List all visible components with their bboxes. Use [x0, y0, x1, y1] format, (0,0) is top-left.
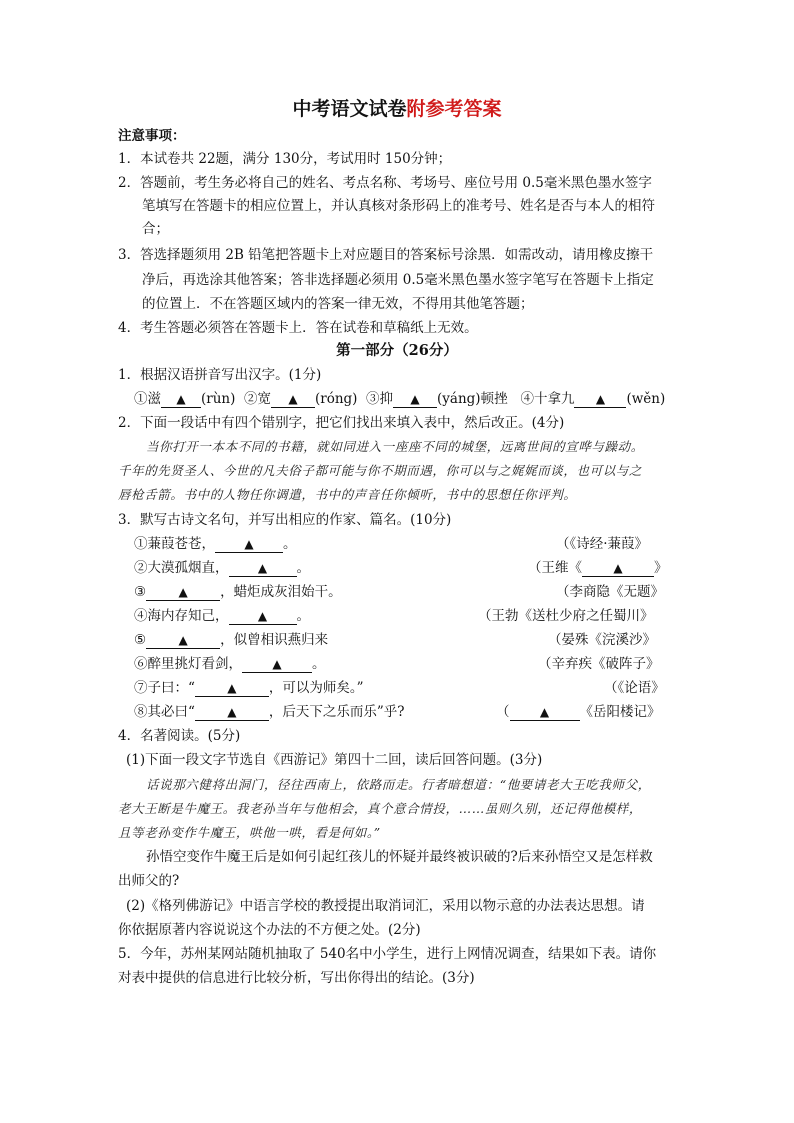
notice-heading: 注意事项： — [118, 128, 186, 144]
recitation-item: ②大漠孤烟直， ▲ 。 — [134, 560, 310, 576]
recitation-item: ⑦子曰：“ ▲ ，可以为师矣。” — [134, 680, 364, 696]
answer-blank[interactable] — [242, 657, 312, 673]
recitation-item: ③ ▲ ，蜡炬成灰泪始干。 — [134, 584, 342, 600]
answer-blank[interactable] — [195, 681, 269, 697]
question-5-text: 对表中提供的信息进行比较分析，写出你得出的结论。(3分) — [118, 970, 475, 986]
passage-line: 老大王断是牛魔王。我老孙当年与他相会，真个意合情投，……虽则久别，还记得他模样， — [118, 801, 643, 816]
triangle-icon: ▲ — [257, 561, 268, 575]
triangle-icon: ▲ — [272, 657, 282, 671]
recitation-source: （辛弃疾《破阵子》 — [538, 656, 660, 672]
recitation-source: （王维《 ▲ 》 — [528, 560, 668, 576]
passage-line: 话说那六健将出洞门，径往西南上，依路而走。行者暗想道：“他要请老大王吃我师父， — [146, 777, 651, 792]
notice-line: 净后，再选涂其他答案；答非选择题必须用 0.5毫米黑色墨水签字笔写在答题卡上指定 — [142, 272, 654, 288]
question-4-question: 孙悟空变作牛魔王后是如何引起红孩儿的怀疑并最终被识破的?后来孙悟空又是怎样救 — [146, 849, 653, 865]
recitation-item: ④海内存知己， ▲ 。 — [134, 608, 310, 624]
question-4-sub2: 你依据原著内容说说这个办法的不方便之处。(2分) — [118, 922, 421, 938]
answer-blank[interactable] — [161, 392, 201, 408]
recitation-source: （晏殊《浣溪沙》 — [548, 632, 656, 648]
recitation-source: （李商隐《无题》 — [556, 584, 664, 600]
notice-line: 2．答题前，考生务必将自己的姓名、考点名称、考场号、座位号用 0.5毫米黑色墨水签字 — [118, 175, 652, 191]
question-5-text: 5．今年，苏州某网站随机抽取了 540名中小学生，进行上网情况调查，结果如下表。请你 — [118, 946, 657, 962]
notice-line: 的位置上．不在答题区域内的答案一律无效，不得用其他笔答题； — [142, 296, 534, 312]
recitation-item: ⑥醉里挑灯看剑， ▲ 。 — [134, 656, 326, 672]
triangle-icon: ▲ — [176, 392, 186, 406]
answer-blank[interactable] — [582, 561, 654, 577]
triangle-icon: ▲ — [539, 705, 550, 719]
question-4-prompt: 4．名著阅读。(5分) — [118, 728, 241, 744]
triangle-icon: ▲ — [227, 681, 237, 695]
recitation-item: ⑤ ▲ ，似曾相识燕归来 — [134, 632, 329, 648]
question-4-sub2: (2)《格列佛游记》中语言学校的教授提出取消词汇，采用以物示意的办法表达思想。请 — [126, 898, 645, 914]
triangle-icon: ▲ — [288, 392, 298, 406]
passage-line: 千年的先贤圣人、今世的凡夫俗子都可能与你不期而遇，你可以与之娓娓而谈，也可以与之 — [118, 463, 643, 478]
triangle-icon: ▲ — [178, 633, 188, 647]
answer-blank[interactable] — [229, 561, 297, 577]
title-main: 中考语文试卷 — [292, 98, 407, 120]
triangle-icon: ▲ — [227, 705, 237, 719]
question-4-sub1: (1)下面一段文字节选自《西游记》第四十二回，读后回答问题。(3分) — [126, 752, 543, 768]
question-3-prompt: 3．默写古诗文名句，并写出相应的作家、篇名。(10分) — [118, 512, 452, 528]
passage-line: 当你打开一本本不同的书籍，就如同进入一座座不同的城堡，远离世间的宣哗与躁动。 — [146, 439, 644, 454]
triangle-icon: ▲ — [257, 609, 268, 623]
title-answer-note: 附参考答案 — [406, 98, 502, 120]
answer-blank[interactable] — [146, 585, 220, 601]
recitation-source: （王勃《送杜少府之任蜀川》 — [478, 608, 654, 624]
question-4-question: 出师父的? — [118, 873, 180, 889]
answer-blank[interactable] — [229, 609, 297, 625]
answer-blank[interactable] — [574, 392, 626, 408]
question-1-prompt: 1．根据汉语拼音写出汉字。(1分) — [118, 367, 322, 383]
answer-blank[interactable] — [393, 392, 437, 408]
notice-line: 3．答选择题须用 2B 铅笔把答题卡上对应题目的答案标号涂黑．如需改动，请用橡皮擦干 — [118, 247, 654, 263]
notice-line: 1．本试卷共 22题，满分 130分，考试用时 150分钟； — [118, 151, 452, 167]
notice-line: 4．考生答题必须答在答题卡上．答在试卷和草稿纸上无效。 — [118, 320, 478, 336]
triangle-icon: ▲ — [178, 585, 188, 599]
notice-line: 合； — [142, 221, 169, 237]
recitation-source: （ ▲ 《岳阳楼记》 — [496, 704, 661, 720]
recitation-source: （《诗经·蒹葭》 — [556, 536, 649, 552]
page-title — [0, 96, 794, 122]
answer-blank[interactable] — [271, 392, 315, 408]
question-1-items: ①滋 ▲ (rùn) ②宽 ▲ (róng) ③抑 ▲ (yáng)顿挫 ④十拿九 ▲ (wěn) — [134, 391, 666, 407]
recitation-item: ⑧其必曰“ ▲ ，后天下之乐而乐”乎? — [134, 704, 405, 720]
triangle-icon: ▲ — [595, 392, 606, 406]
triangle-icon: ▲ — [244, 537, 254, 551]
answer-blank[interactable] — [195, 705, 269, 721]
answer-blank[interactable] — [510, 705, 580, 721]
question-2-prompt: 2．下面一段话中有四个错别字，把它们找出来填入表中，然后改正。(4分) — [118, 415, 565, 431]
triangle-icon: ▲ — [613, 561, 623, 575]
notice-line: 笔填写在答题卡的相应位置上，并认真核对条形码上的准考号、姓名是否与本人的相符 — [142, 198, 655, 214]
passage-line: 唇枪舌箭。书中的人物任你调遣，书中的声音任你倾听，书中的思想任你评判。 — [118, 487, 577, 502]
triangle-icon: ▲ — [410, 392, 420, 406]
passage-line: 且等老孙变作牛魔王，哄他一哄，看是何如。” — [118, 825, 381, 840]
recitation-item: ①蒹葭苍苍， ▲ 。 — [134, 536, 297, 552]
section-heading: 第一部分（26分） — [336, 342, 458, 359]
answer-blank[interactable] — [146, 633, 220, 649]
answer-blank[interactable] — [215, 537, 283, 553]
recitation-source: （《论语》 — [604, 680, 665, 696]
